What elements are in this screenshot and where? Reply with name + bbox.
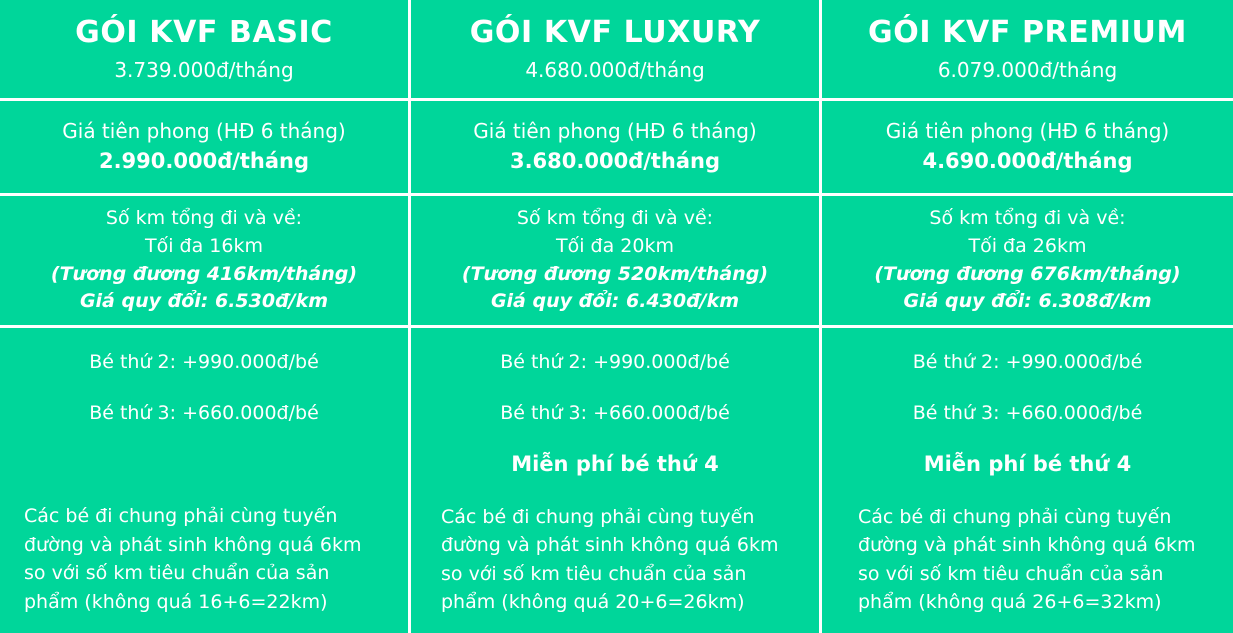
- package-header-premium: [822, 0, 1233, 101]
- distance-cell-basic: [0, 196, 411, 328]
- child-second-fee: Bé thứ 2: +990.000đ/bé: [500, 351, 730, 373]
- promo-value: 3.680.000đ/tháng: [509, 149, 721, 174]
- promo-value: 4.690.000đ/tháng: [922, 149, 1133, 174]
- route-note: Các bé đi chung phải cùng tuyến đường và phát sinh không quá 6km so với số km tiêu chuẩn của sản phẩm (không quá 20+6=26km): [441, 505, 779, 614]
- distance-title: Số km tổng đi và về:: [105, 207, 303, 230]
- child-second-fee: Bé thứ 2: +990.000đ/bé: [89, 351, 319, 373]
- distance-title: Số km tổng đi và về:: [516, 207, 714, 230]
- distance-max: Tối đa 16km: [145, 234, 263, 257]
- package-price: 3.739.000đ/tháng: [114, 58, 294, 83]
- package-name: GÓI KVF BASIC: [75, 14, 333, 50]
- promo-cell-basic: [0, 101, 411, 196]
- child-second-fee: Bé thứ 2: +990.000đ/bé: [912, 351, 1143, 373]
- child-third-fee: Bé thứ 3: +660.000đ/bé: [912, 401, 1143, 424]
- promo-label: Giá tiên phong (HĐ 6 tháng): [885, 119, 1170, 144]
- child-third-fee: Bé thứ 3: +660.000đ/bé: [500, 401, 730, 424]
- package-header-luxury: [411, 0, 822, 101]
- distance-cell-premium: [822, 196, 1233, 328]
- package-name: GÓI KVF PREMIUM: [868, 14, 1187, 50]
- children-cell-premium: [822, 328, 1233, 633]
- promo-value: 2.990.000đ/tháng: [98, 149, 310, 174]
- distance-rate: Giá quy đổi: 6.308đ/km: [903, 290, 1152, 313]
- child-fourth-free: Miễn phí bé thứ 4: [511, 452, 719, 477]
- package-price: 4.680.000đ/tháng: [525, 58, 705, 83]
- child-third-fee: Bé thứ 3: +660.000đ/bé: [89, 401, 319, 424]
- distance-rate: Giá quy đổi: 6.530đ/km: [79, 290, 329, 313]
- promo-cell-luxury: [411, 101, 822, 196]
- distance-equivalent: (Tương đương 416km/tháng): [50, 262, 358, 285]
- route-note: Các bé đi chung phải cùng tuyến đường và phát sinh không quá 6km so với số km tiêu chuẩn của sản phẩm (không quá 26+6=32km): [858, 505, 1196, 614]
- promo-cell-premium: [822, 101, 1233, 196]
- package-header-basic: [0, 0, 411, 101]
- distance-title: Số km tổng đi và về:: [929, 207, 1126, 230]
- distance-equivalent: (Tương đương 520km/tháng): [461, 262, 769, 285]
- package-name: GÓI KVF LUXURY: [469, 14, 761, 50]
- children-cell-basic: [0, 328, 411, 633]
- distance-max: Tối đa 20km: [556, 234, 674, 257]
- promo-label: Giá tiên phong (HĐ 6 tháng): [473, 119, 757, 144]
- package-price: 6.079.000đ/tháng: [937, 58, 1118, 83]
- distance-equivalent: (Tương đương 676km/tháng): [874, 262, 1181, 285]
- promo-label: Giá tiên phong (HĐ 6 tháng): [62, 119, 346, 144]
- distance-rate: Giá quy đổi: 6.430đ/km: [490, 290, 740, 313]
- route-note: Các bé đi chung phải cùng tuyến đường và phát sinh không quá 6km so với số km tiêu chuẩn của sản phẩm (không quá 16+6=22km): [24, 505, 362, 613]
- children-cell-luxury: [411, 328, 822, 633]
- child-fourth-free: Miễn phí bé thứ 4: [923, 452, 1132, 477]
- distance-max: Tối đa 26km: [968, 234, 1087, 257]
- distance-cell-luxury: [411, 196, 822, 328]
